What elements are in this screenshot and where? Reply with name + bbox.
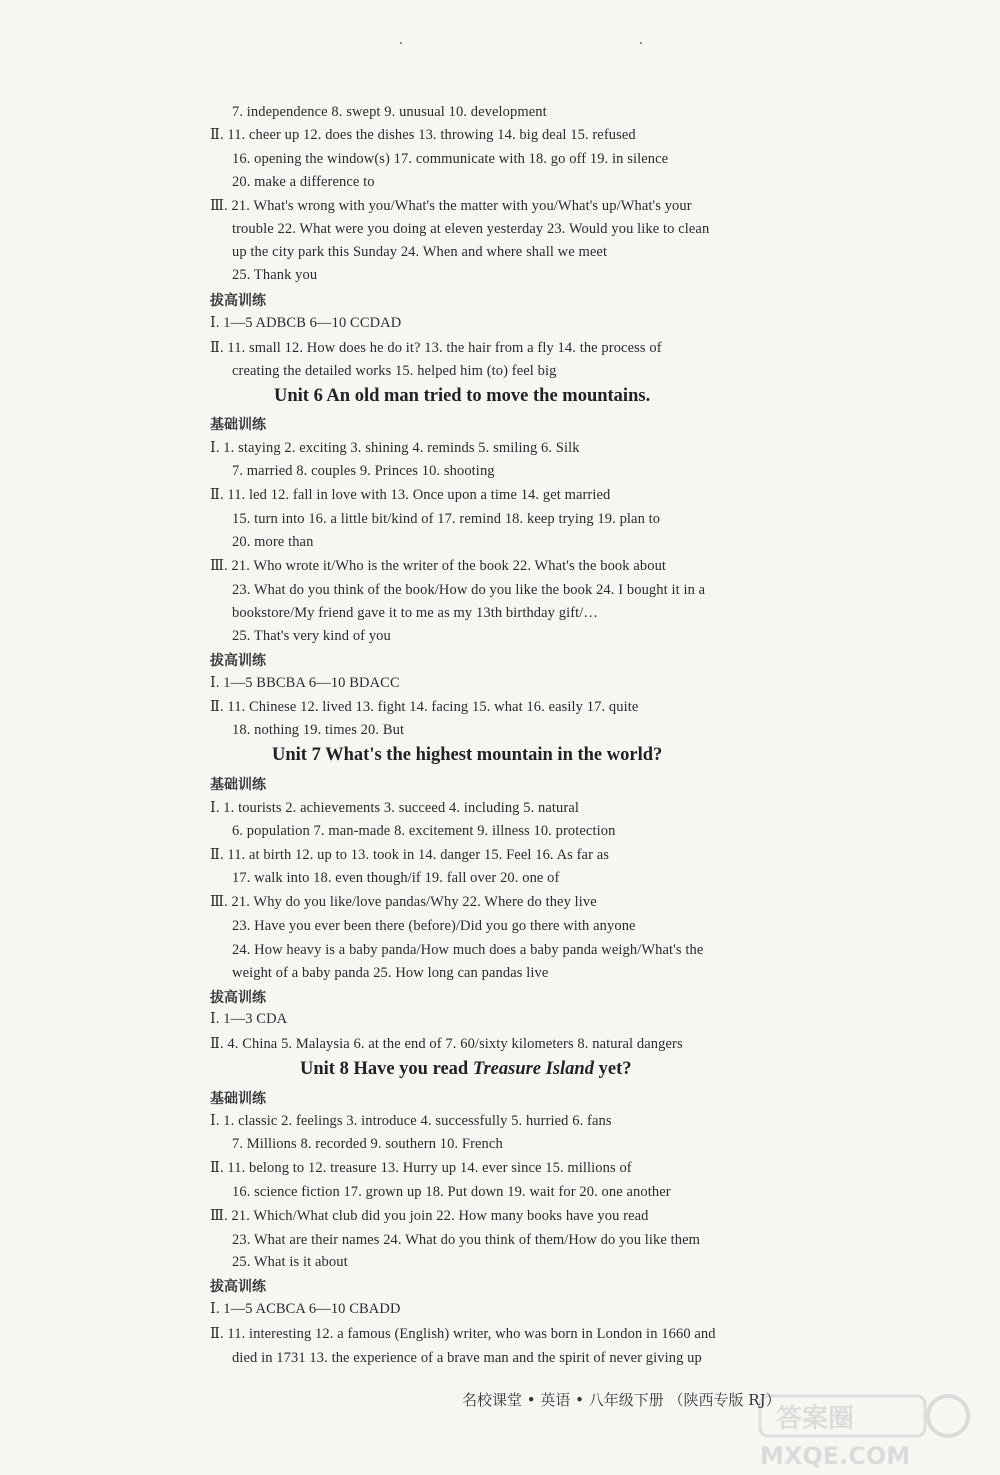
answer-line: Ⅰ. 1—5 ACBCA 6—10 CBADD [210,1301,401,1317]
answer-line: Ⅰ. 1. staying 2. exciting 3. shining 4. reminds 5. smiling 6. Silk [210,440,580,456]
answer-line: 15. turn into 16. a little bit/kind of 17. remind 18. keep trying 19. plan to [232,511,661,527]
answer-line: up the city park this Sunday 24. When and where shall we meet [232,244,608,260]
section-heading: 拔高训练 [210,1279,266,1295]
watermark-logo-icon [720,1390,990,1470]
answer-line: 23. What do you think of the book/How do you like the book 24. I bought it in a [232,582,706,598]
answer-line: 23. Have you ever been there (before)/Did you go there with anyone [232,918,636,934]
answer-line: Ⅲ. 21. Why do you like/love pandas/Why 22. Where do they live [210,894,597,910]
answer-line: Ⅰ. 1. tourists 2. achievements 3. succeed 4. including 5. natural [210,800,579,816]
answer-line: Ⅱ. 11. interesting 12. a famous (English) writer, who was born in London in 1660 and [210,1326,716,1342]
section-heading: 拔高训练 [210,990,266,1006]
book-title: Treasure Island [472,1059,594,1079]
watermark-logo [720,1390,990,1470]
answer-line: Ⅰ. 1—5 BBCBA 6—10 BDACC [210,675,400,691]
unit-title-prefix: Unit 8 Have you read [300,1059,473,1079]
unit-title [300,1059,631,1080]
answer-line: 25. What is it about [232,1254,348,1270]
section-heading: 基础训练 [210,1091,266,1107]
section-heading: 拔高训练 [210,293,266,309]
answer-line: Ⅱ. 11. led 12. fall in love with 13. Once upon a time 14. get married [210,487,611,503]
answer-line: Ⅲ. 21. What's wrong with you/What's the matter with you/What's up/What's your [210,198,692,214]
scan-dot [400,42,402,44]
answer-line: 17. walk into 18. even though/if 19. fall over 20. one of [232,870,560,886]
answer-line: 20. make a difference to [232,174,375,190]
answer-line: weight of a baby panda 25. How long can pandas live [232,965,549,981]
answer-line: bookstore/My friend gave it to me as my 13th birthday gift/… [232,605,599,621]
unit-title: Unit 6 An old man tried to move the mountains. [274,386,651,406]
answer-line: 24. How heavy is a baby panda/How much does a baby panda weigh/What's the [232,942,704,958]
unit-title-suffix: yet? [593,1059,632,1079]
answer-line: died in 1731 13. the experience of a brave man and the spirit of never giving up [232,1350,702,1366]
section-heading: 基础训练 [210,777,266,793]
answer-line: Ⅱ. 11. belong to 12. treasure 13. Hurry up 14. ever since 15. millions of [210,1160,632,1176]
answer-line: 7. married 8. couples 9. Princes 10. shooting [232,463,495,479]
section-heading: 基础训练 [210,417,266,433]
answer-line: 16. science fiction 17. grown up 18. Put down 19. wait for 20. one another [232,1184,671,1200]
watermark-logo-text: 答案圈 [776,1404,855,1434]
answer-line: Ⅱ. 11. small 12. How does he do it? 13. the hair from a fly 14. the process of [210,340,662,356]
answer-line: Ⅱ. 11. Chinese 12. lived 13. fight 14. facing 15. what 16. easily 17. quite [210,699,639,715]
answer-line: 25. That's very kind of you [232,628,391,644]
section-heading: 拔高训练 [210,653,266,669]
answer-line: 25. Thank you [232,267,318,283]
answer-line: 6. population 7. man-made 8. excitement 9. illness 10. protection [232,823,616,839]
answer-line: Ⅱ. 4. China 5. Malaysia 6. at the end of 7. 60/sixty kilometers 8. natural dangers [210,1036,683,1052]
page-footer: 名校课堂 • 英语 • 八年级下册 （陕西专版 RJ） [462,1391,781,1409]
answer-line: 23. What are their names 24. What do you think of them/How do you like them [232,1232,701,1248]
answer-line: 7. independence 8. swept 9. unusual 10. development [232,104,547,120]
answer-line: creating the detailed works 15. helped him (to) feel big [232,363,557,379]
unit-title: Unit 7 What's the highest mountain in the world? [272,745,663,765]
answer-line: trouble 22. What were you doing at eleven yesterday 23. Would you like to clean [232,221,710,237]
answer-line: Ⅱ. 11. at birth 12. up to 13. took in 14. danger 15. Feel 16. As far as [210,847,610,863]
watermark-url-text: MXQE.COM [760,1442,911,1470]
answer-line: 7. Millions 8. recorded 9. southern 10. French [232,1136,503,1152]
answer-line: Ⅰ. 1—3 CDA [210,1011,288,1027]
answer-line: 16. opening the window(s) 17. communicate with 18. go off 19. in silence [232,151,669,167]
answer-line: Ⅰ. 1—5 ADBCB 6—10 CCDAD [210,315,402,331]
answer-line: 20. more than [232,534,314,550]
answer-line: Ⅱ. 11. cheer up 12. does the dishes 13. throwing 14. big deal 15. refused [210,127,636,143]
scan-dot [640,42,642,44]
answer-line: Ⅲ. 21. Who wrote it/Who is the writer of the book 22. What's the book about [210,558,667,574]
answer-line: 18. nothing 19. times 20. But [232,722,405,738]
answer-line: Ⅰ. 1. classic 2. feelings 3. introduce 4. successfully 5. hurried 6. fans [210,1113,612,1129]
answer-line: Ⅲ. 21. Which/What club did you join 22. How many books have you read [210,1208,649,1224]
